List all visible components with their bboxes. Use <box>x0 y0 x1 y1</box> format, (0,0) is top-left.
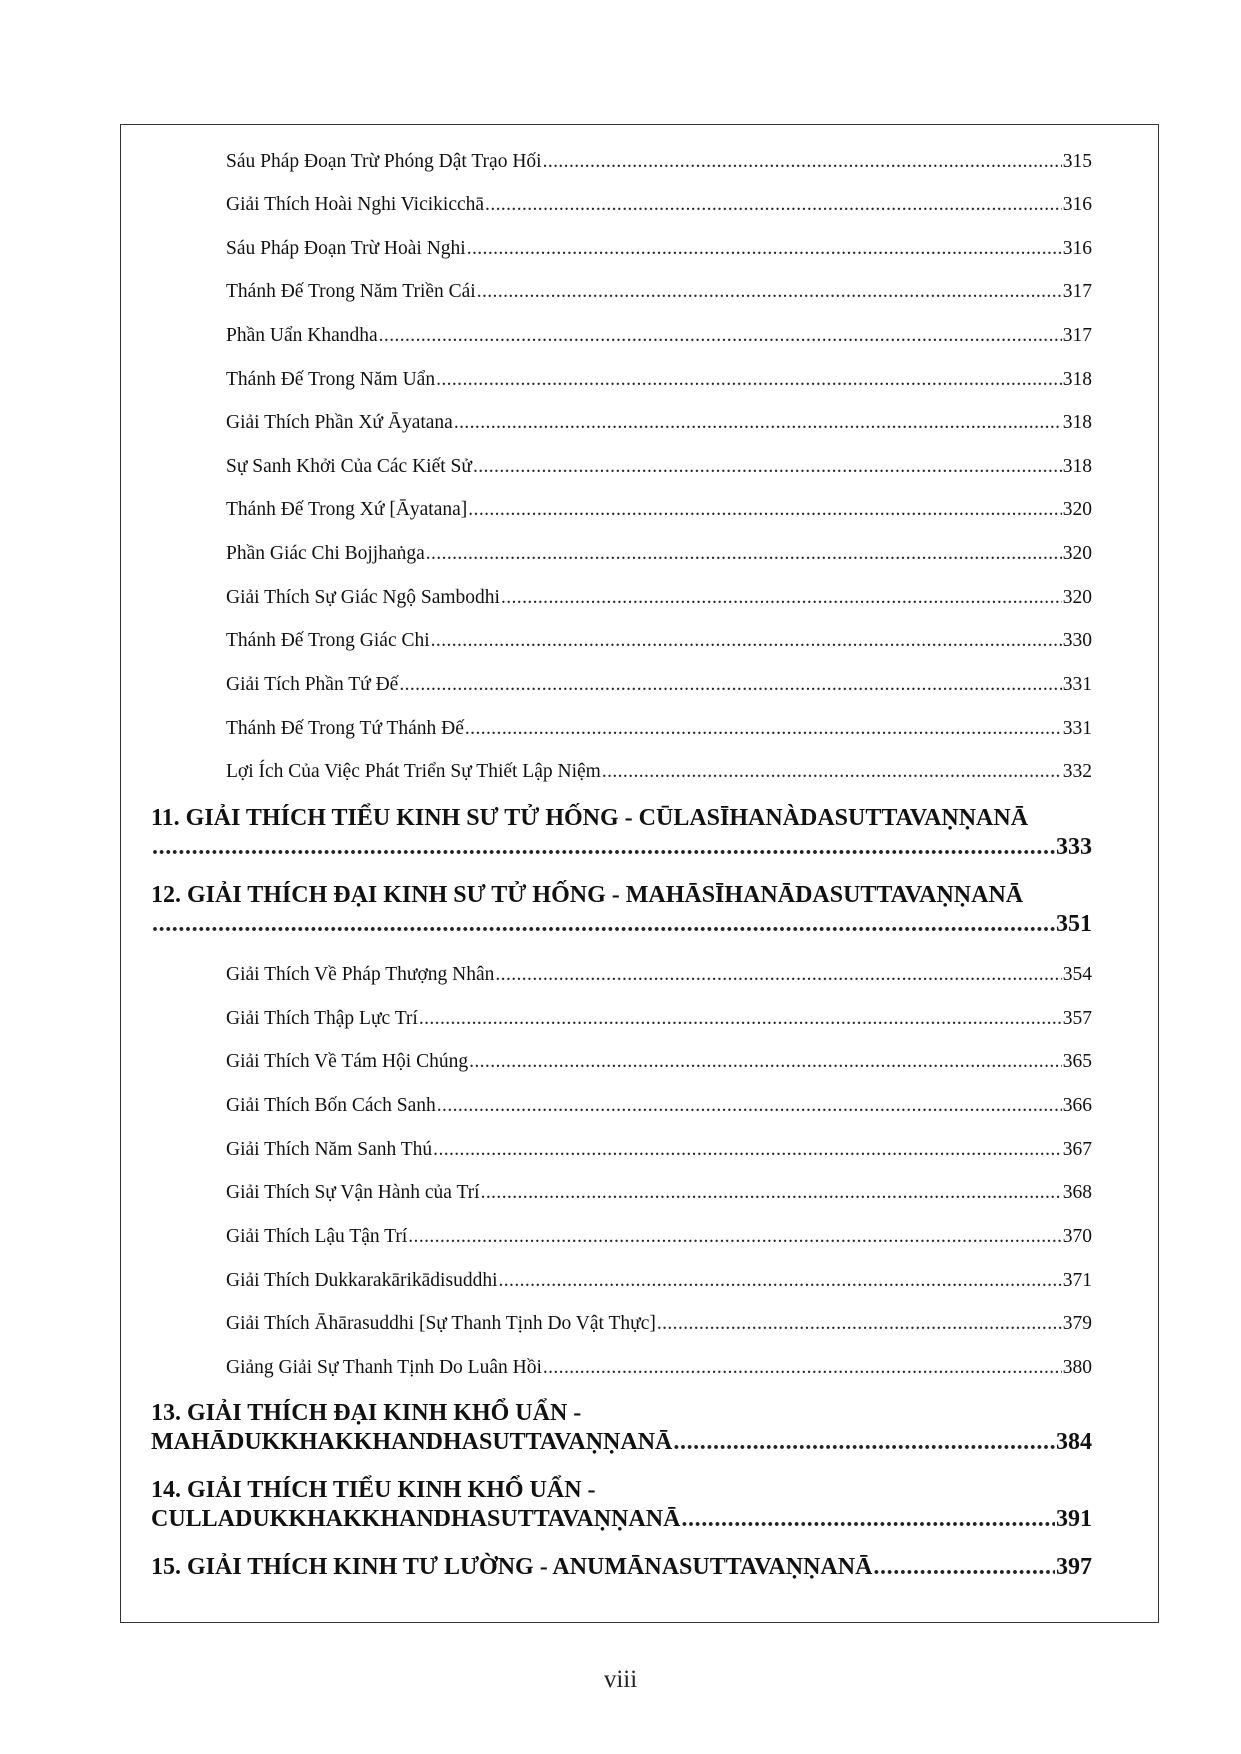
toc-leader-dots <box>602 760 1062 784</box>
toc-leader-dots <box>465 717 1062 741</box>
toc-entry[interactable] <box>226 237 1092 261</box>
toc-entry-page: 332 <box>1062 761 1092 782</box>
chapter-page: 397 <box>1056 1554 1092 1580</box>
toc-entry-page: 318 <box>1062 412 1092 433</box>
toc-entry-page: 331 <box>1062 674 1092 695</box>
toc-leader-dots <box>379 324 1062 348</box>
toc-entry[interactable] <box>226 1181 1092 1205</box>
toc-leader-dots <box>657 1312 1062 1336</box>
toc-leader-dots <box>152 910 1055 939</box>
toc-entry[interactable] <box>226 280 1092 304</box>
toc-entry-page: 367 <box>1062 1139 1092 1160</box>
toc-entry[interactable] <box>226 1269 1092 1293</box>
toc-leader-dots <box>437 1094 1062 1118</box>
chapter-page: 351 <box>1056 911 1092 937</box>
chapter-title-continued: MAHĀDUKKHAKKHANDHASUTTAVAṆṆANĀ <box>151 1429 673 1455</box>
toc-chapter-11[interactable] <box>151 804 1092 862</box>
page-number: viii <box>603 1666 638 1693</box>
toc-leader-dots <box>431 629 1062 653</box>
toc-entry[interactable] <box>226 368 1092 392</box>
toc-leader-dots <box>681 1505 1055 1534</box>
toc-entry[interactable] <box>226 150 1092 174</box>
chapter-title: 14. GIẢI THÍCH TIỂU KINH KHỔ UẨN - <box>151 1477 596 1503</box>
toc-leader-dots <box>419 1007 1062 1031</box>
toc-entry-page: 380 <box>1062 1357 1092 1378</box>
chapter-title: 12. GIẢI THÍCH ĐẠI KINH SƯ TỬ HỐNG - MAHĀSĪHANĀDASUTTAVAṆṆANĀ <box>151 882 1024 908</box>
toc-leader-dots <box>152 833 1055 862</box>
toc-leader-dots <box>543 1356 1062 1380</box>
chapter-page: 333 <box>1056 834 1092 860</box>
toc-entry-title: Giải Tích Phần Tứ Đế <box>226 674 399 695</box>
toc-entry[interactable] <box>226 1094 1092 1118</box>
toc-entry-page: 320 <box>1062 499 1092 520</box>
toc-entry-page: 370 <box>1062 1226 1092 1247</box>
toc-leader-dots <box>501 586 1062 610</box>
toc-entry-page: 330 <box>1062 630 1092 651</box>
toc-leader-dots <box>436 368 1062 392</box>
toc-leader-dots <box>477 280 1062 304</box>
toc-leader-dots <box>543 150 1062 174</box>
chapter-title-continued: CULLADUKKHAKKHANDHASUTTAVAṆṆANĀ <box>151 1506 681 1532</box>
chapter-title: 13. GIẢI THÍCH ĐẠI KINH KHỔ UẨN - <box>151 1400 582 1426</box>
toc-entry-page: 318 <box>1062 456 1092 477</box>
toc-entry[interactable] <box>226 193 1092 217</box>
toc-entry-title: Giải Thích Lậu Tận Trí <box>226 1226 408 1247</box>
toc-entry-page: 316 <box>1062 194 1092 215</box>
toc-entry[interactable] <box>226 411 1092 435</box>
toc-entry-page: 315 <box>1062 151 1092 172</box>
toc-leader-dots <box>485 193 1062 217</box>
toc-entry-page: 317 <box>1062 325 1092 346</box>
toc-leader-dots <box>873 1553 1055 1582</box>
toc-leader-dots <box>408 1225 1061 1249</box>
toc-entry-title: Phần Uẩn Khandha <box>226 325 378 346</box>
toc-entry[interactable] <box>226 760 1092 784</box>
toc-entry[interactable] <box>226 1312 1092 1336</box>
toc-entry-title: Thánh Đế Trong Năm Uẩn <box>226 369 436 390</box>
toc-entry-page: 317 <box>1062 281 1092 302</box>
toc-entry[interactable] <box>226 1356 1092 1380</box>
toc-entry-page: 331 <box>1062 718 1092 739</box>
toc-entry[interactable] <box>226 963 1092 987</box>
toc-entry-title: Thánh Đế Trong Năm Triền Cái <box>226 281 476 302</box>
toc-entry-page: 354 <box>1062 964 1092 985</box>
toc-entry-title: Giải Thích Phần Xứ Āyatana <box>226 412 453 433</box>
toc-entry[interactable] <box>226 673 1092 697</box>
toc-entry-title: Giảng Giải Sự Thanh Tịnh Do Luân Hồi <box>226 1357 542 1378</box>
toc-entry-title: Phần Giác Chi Bojjhaṅga <box>226 543 425 564</box>
toc-chapter-13[interactable] <box>151 1399 1092 1457</box>
toc-entry[interactable] <box>226 498 1092 522</box>
toc-entry-title: Sáu Pháp Đoạn Trừ Phóng Dật Trạo Hối <box>226 151 542 172</box>
toc-entry[interactable] <box>226 1138 1092 1162</box>
toc-entry-page: 320 <box>1062 543 1092 564</box>
toc-leader-dots <box>499 1269 1062 1293</box>
page-frame <box>120 124 1159 1623</box>
toc-entry[interactable] <box>226 542 1092 566</box>
toc-chapter-12[interactable] <box>151 881 1092 939</box>
toc-entry-page: 320 <box>1062 587 1092 608</box>
toc-entry-title: Giải Thích Hoài Nghi Vicikicchā <box>226 194 485 215</box>
toc-entry-title: Giải Thích Về Tám Hội Chúng <box>226 1051 469 1072</box>
toc-entry-title: Giải Thích Bốn Cách Sanh <box>226 1095 436 1116</box>
toc-entry[interactable] <box>226 1050 1092 1074</box>
toc-entry-page: 379 <box>1062 1313 1092 1334</box>
toc-entry-title: Thánh Đế Trong Giác Chi <box>226 630 430 651</box>
toc-entry-page: 371 <box>1062 1270 1092 1291</box>
toc-entry-title: Giải Thích Thập Lực Trí <box>226 1008 418 1029</box>
toc-entry-title: Giải Thích Āhārasuddhi [Sự Thanh Tịnh Do Vật Thực] <box>226 1313 656 1334</box>
toc-leader-dots <box>495 963 1061 987</box>
toc-entry-title: Thánh Đế Trong Xứ [Āyatana] <box>226 499 468 520</box>
toc-chapter-14[interactable] <box>151 1476 1092 1534</box>
toc-entry-page: 316 <box>1062 238 1092 259</box>
toc-leader-dots <box>399 673 1061 697</box>
toc-entry[interactable] <box>226 586 1092 610</box>
toc-leader-dots <box>468 498 1061 522</box>
toc-leader-dots <box>469 1050 1062 1074</box>
toc-entry-title: Giải Thích Sự Giác Ngộ Sambodhi <box>226 587 500 608</box>
toc-leader-dots <box>481 1181 1062 1205</box>
toc-entry-title: Giải Thích Năm Sanh Thú <box>226 1139 433 1160</box>
chapter-title: 15. GIẢI THÍCH KINH TƯ LƯỜNG - ANUMĀNASUTTAVAṆṆANĀ <box>151 1554 873 1580</box>
toc-entry[interactable] <box>226 629 1092 653</box>
toc-leader-dots <box>454 411 1062 435</box>
toc-entry-page: 318 <box>1062 369 1092 390</box>
toc-entry-title: Giải Thích Dukkarakārikādisuddhi <box>226 1270 498 1291</box>
toc-leader-dots <box>433 1138 1062 1162</box>
toc-entry[interactable] <box>226 1225 1092 1249</box>
toc-entry-title: Giải Thích Sự Vận Hành của Trí <box>226 1182 480 1203</box>
toc-entry-page: 366 <box>1062 1095 1092 1116</box>
toc-entry-title: Lợi Ích Của Việc Phát Triển Sự Thiết Lập Niệm <box>226 761 601 782</box>
toc-entry-page: 365 <box>1062 1051 1092 1072</box>
toc-entry-page: 357 <box>1062 1008 1092 1029</box>
toc-leader-dots <box>673 1428 1055 1457</box>
toc-entry[interactable] <box>226 324 1092 348</box>
toc-entry-title: Sự Sanh Khởi Của Các Kiết Sử <box>226 456 472 477</box>
chapter-page: 384 <box>1056 1429 1092 1455</box>
toc-entry[interactable] <box>226 717 1092 741</box>
toc-entry-title: Sáu Pháp Đoạn Trừ Hoài Nghi <box>226 238 466 259</box>
toc-entry-title: Thánh Đế Trong Tứ Thánh Đế <box>226 718 464 739</box>
chapter-title: 11. GIẢI THÍCH TIỂU KINH SƯ TỬ HỐNG - CŪLASĪHANÀDASUTTAVAṆṆANĀ <box>151 805 1029 831</box>
toc-entry-page: 368 <box>1062 1182 1092 1203</box>
toc-chapter-15[interactable] <box>151 1553 1092 1582</box>
chapter-page: 391 <box>1056 1506 1092 1532</box>
toc-entry[interactable] <box>226 455 1092 479</box>
toc-leader-dots <box>426 542 1062 566</box>
toc-leader-dots <box>467 237 1062 261</box>
toc-leader-dots <box>473 455 1062 479</box>
toc-entry-title: Giải Thích Về Pháp Thượng Nhân <box>226 964 495 985</box>
toc-entry[interactable] <box>226 1007 1092 1031</box>
